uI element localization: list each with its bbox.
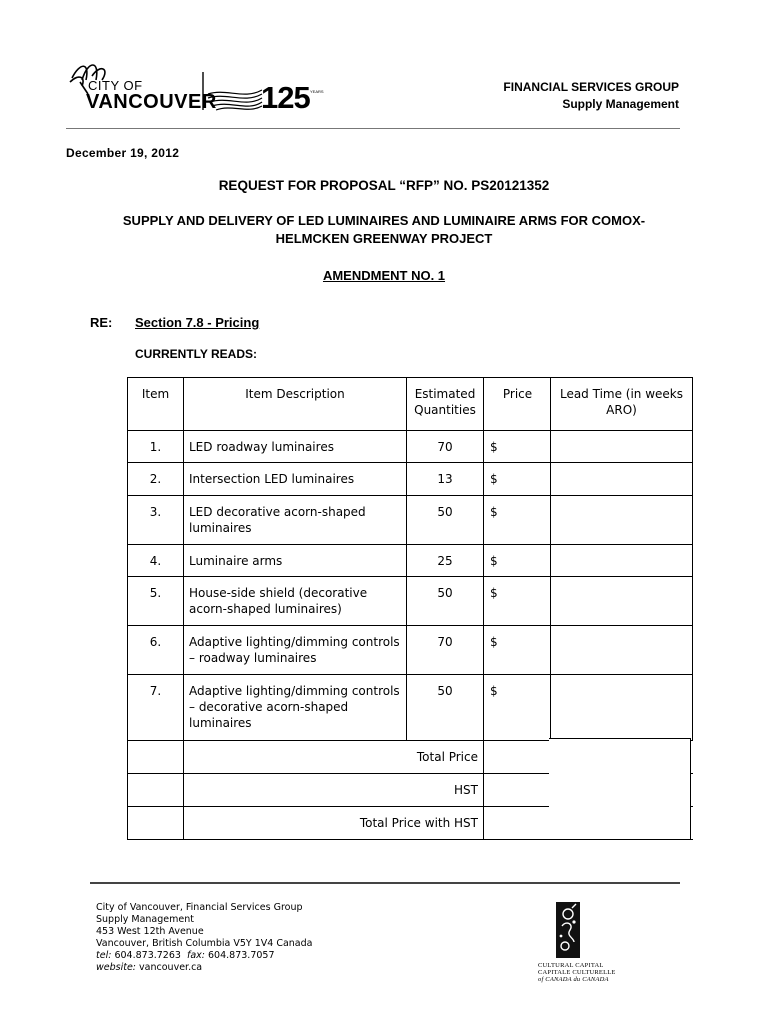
cell-description: House-side shield (decorative acorn-shaped luminaires) [184, 577, 407, 626]
header-divider [66, 128, 680, 129]
cell-qty: 50 [407, 577, 484, 626]
fax-number: 604.873.7057 [208, 950, 275, 961]
cell-item: 5. [128, 577, 184, 626]
col-header-description: Item Description [184, 378, 407, 431]
cell-lead-time[interactable] [551, 626, 693, 675]
amendment-title: AMENDMENT NO. 1 [322, 268, 446, 283]
tel-label: tel: [96, 950, 112, 961]
website-link[interactable]: vancouver.ca [139, 962, 203, 973]
cell-price[interactable]: $ [484, 463, 551, 496]
footer-divider [90, 882, 680, 884]
re-section: Section 7.8 - Pricing [135, 315, 260, 330]
logo-125-text: 125 [261, 80, 310, 115]
cell-qty: 70 [407, 431, 484, 463]
cell-price[interactable]: $ [484, 577, 551, 626]
emblem-line-3: of CANADA du CANADA [538, 976, 609, 983]
cell-price[interactable]: $ [484, 431, 551, 463]
totals-right-block [549, 738, 691, 840]
footer-line-2: Supply Management [96, 914, 194, 925]
re-label: RE: [90, 315, 113, 330]
rfp-subtitle-line1: SUPPLY AND DELIVERY OF LED LUMINAIRES AND LUMINAIRE ARMS FOR COMOX- [122, 213, 646, 228]
emblem-line-2: CAPITALE CULTURELLE [538, 969, 616, 976]
footer-line-4: Vancouver, British Columbia V5Y 1V4 Canada [96, 938, 313, 949]
hst-label: HST [184, 774, 484, 807]
cell-item: 3. [128, 496, 184, 545]
logo-vancouver-text: VANCOUVER [86, 91, 217, 113]
col-header-lead-time: Lead Time (in weeks ARO) [551, 378, 693, 431]
table-header-row [128, 378, 693, 431]
website-label: website: [96, 962, 137, 973]
table-row [128, 463, 693, 496]
cell-price[interactable]: $ [484, 496, 551, 545]
table-row [128, 545, 693, 577]
table-row [128, 496, 693, 545]
cell-qty: 25 [407, 545, 484, 577]
table-row [128, 577, 693, 626]
footer-website [96, 962, 312, 974]
header-group: FINANCIAL SERVICES GROUP [503, 80, 679, 94]
rfp-subtitle-line2: HELMCKEN GREENWAY PROJECT [275, 231, 493, 246]
cell-description: LED decorative acorn-shaped luminaires [184, 496, 407, 545]
footer-address [96, 902, 312, 974]
emblem-line-1: CULTURAL CAPITAL [538, 962, 604, 969]
table-row [128, 675, 693, 741]
col-header-price: Price [484, 378, 551, 431]
footer-line-1: City of Vancouver, Financial Services Group [96, 902, 303, 913]
cell-lead-time[interactable] [551, 675, 693, 741]
cell-description: Intersection LED luminaires [184, 463, 407, 496]
cell-item: 1. [128, 431, 184, 463]
cell-description: Luminaire arms [184, 545, 407, 577]
cell-lead-time[interactable] [551, 496, 693, 545]
total-price-label: Total Price [184, 741, 484, 774]
cell-qty: 70 [407, 626, 484, 675]
cell-price[interactable]: $ [484, 626, 551, 675]
document-date: December 19, 2012 [66, 146, 180, 160]
fax-label: fax: [186, 950, 205, 961]
cell-lead-time[interactable] [551, 463, 693, 496]
table-row [128, 431, 693, 463]
footer-contact [96, 950, 312, 962]
tel-number: 604.873.7263 [114, 950, 181, 961]
cell-description: Adaptive lighting/dimming controls – roadway luminaires [184, 626, 407, 675]
total-with-hst-label: Total Price with HST [184, 807, 484, 840]
cell-lead-time[interactable] [551, 545, 693, 577]
cell-description: LED roadway luminaires [184, 431, 407, 463]
footer-line-3: 453 West 12th Avenue [96, 926, 204, 937]
col-header-quantities: Estimated Quantities [407, 378, 484, 431]
col-header-item: Item [128, 378, 184, 431]
logo-city-of-text: CITY OF [88, 78, 143, 93]
cell-qty: 50 [407, 496, 484, 545]
header-department: Supply Management [562, 97, 679, 111]
logo-years-text: YEARS [310, 89, 324, 94]
cell-item: 4. [128, 545, 184, 577]
cell-price[interactable]: $ [484, 675, 551, 741]
cell-lead-time[interactable] [551, 577, 693, 626]
rfp-title: REQUEST FOR PROPOSAL “RFP” NO. PS20121352 [218, 178, 550, 193]
currently-reads-label: CURRENTLY READS: [135, 347, 258, 361]
table-row [128, 626, 693, 675]
cell-lead-time[interactable] [551, 431, 693, 463]
cell-qty: 13 [407, 463, 484, 496]
cell-description: Adaptive lighting/dimming controls – decorative acorn-shaped luminaires [184, 675, 407, 741]
cell-qty: 50 [407, 675, 484, 741]
cell-item: 2. [128, 463, 184, 496]
cell-item: 7. [128, 675, 184, 741]
cell-price[interactable]: $ [484, 545, 551, 577]
cell-item: 6. [128, 626, 184, 675]
